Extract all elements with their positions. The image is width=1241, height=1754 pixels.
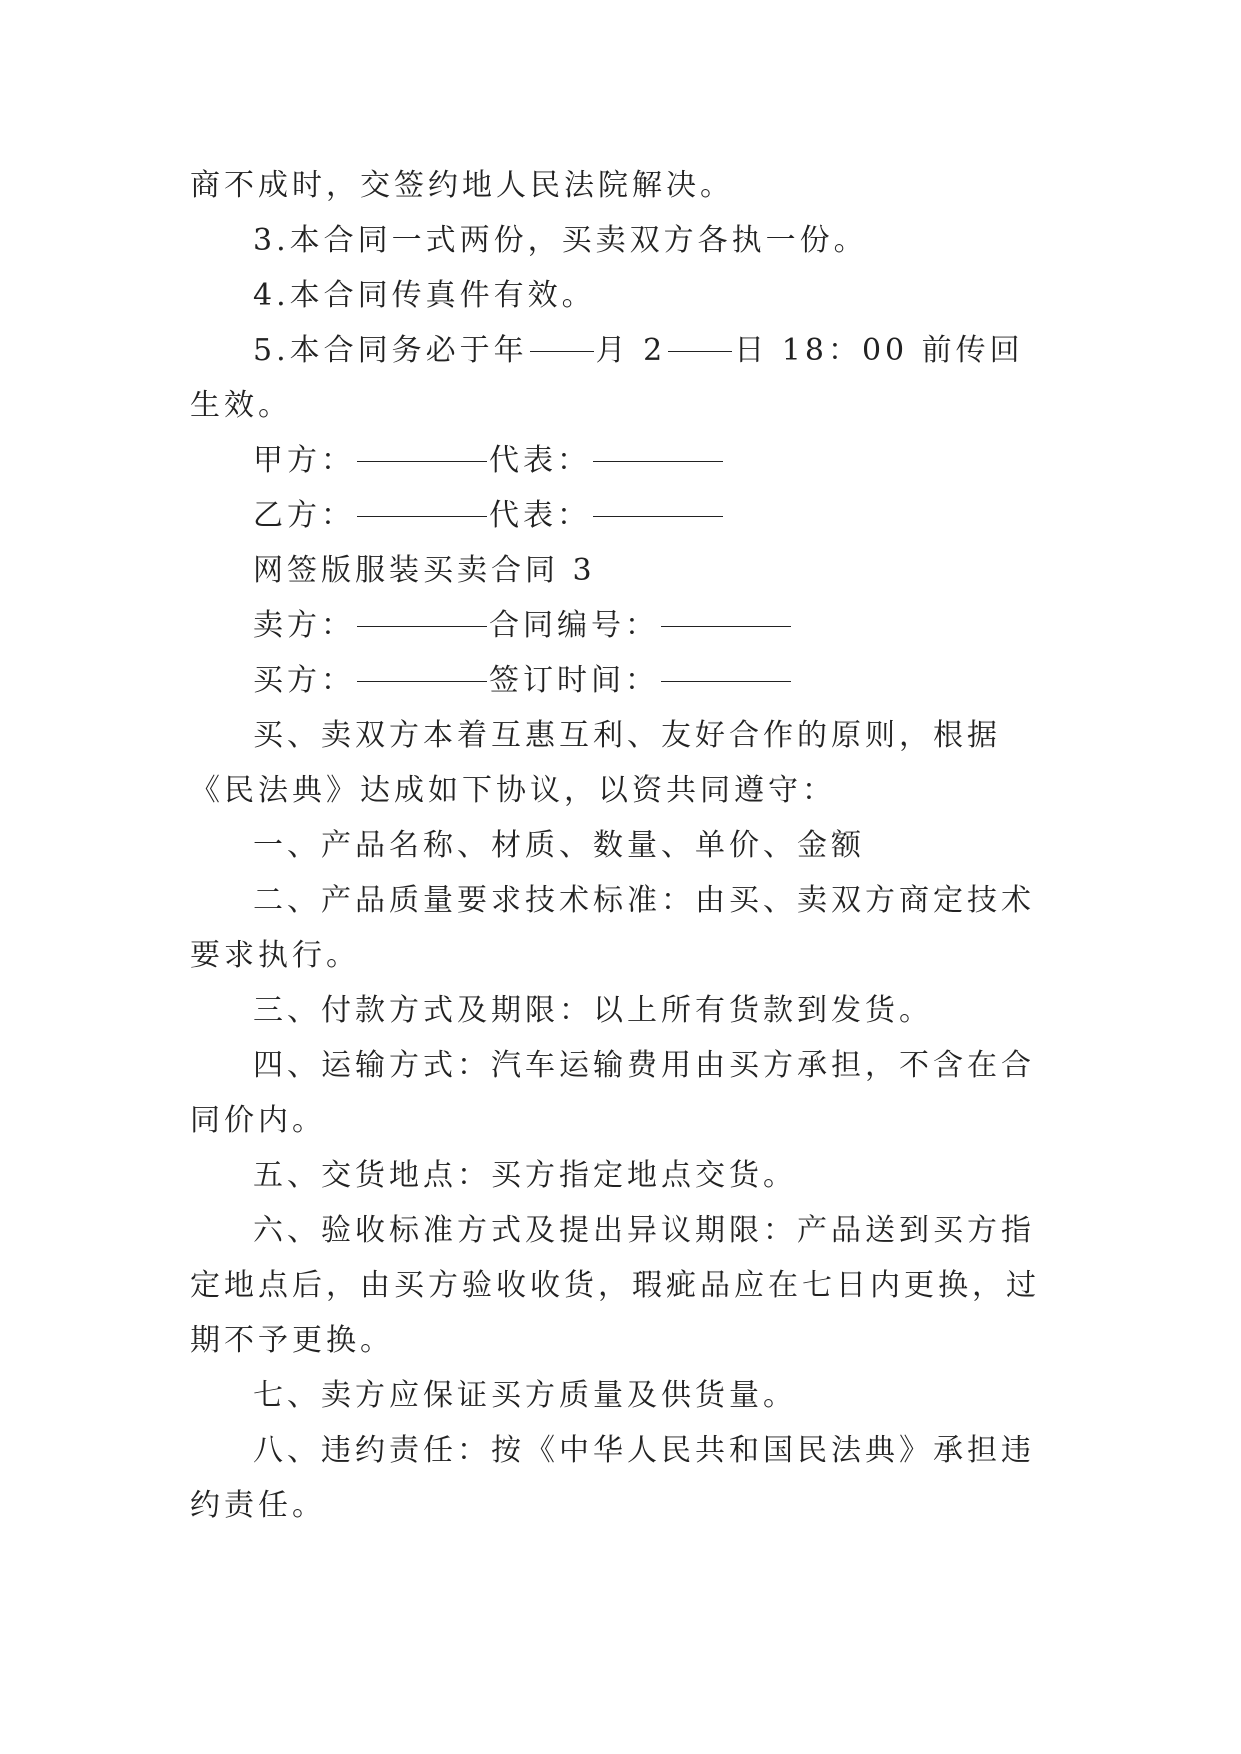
clause-5-part3: 日 18：00 前传回生效。 (190, 333, 1024, 423)
item-5: 五、交货地点：买方指定地点交货。 (253, 1158, 797, 1193)
item-7: 七、卖方应保证买方质量及供货量。 (253, 1378, 797, 1413)
month-blank (530, 350, 594, 352)
clause-3: 3.本合同一式两份，买卖双方各执一份。 (253, 223, 868, 258)
contract-number-label: 合同编号： (489, 608, 659, 643)
item-1: 一、产品名称、材质、数量、单价、金额 (253, 828, 865, 863)
party-a-line (190, 433, 1054, 488)
buyer-blank (357, 680, 487, 682)
signing-time-blank (661, 680, 791, 682)
seller-blank (357, 625, 487, 627)
party-a-rep-blank (593, 460, 723, 462)
buyer-line (190, 653, 1054, 708)
item-6: 六、验收标准方式及提出异议期限：产品送到买方指定地点后，由买方验收收货，瑕疵品应在七日内更换，过期不予更换。 (190, 1213, 1040, 1358)
item-2: 二、产品质量要求技术标准：由买、卖双方商定技术要求执行。 (190, 883, 1035, 973)
clause-5 (190, 323, 1054, 433)
contract-number-blank (661, 625, 791, 627)
clause-5-part2: 月 2 (595, 333, 667, 368)
item-8: 八、违约责任：按《中华人民共和国民法典》承担违约责任。 (190, 1433, 1035, 1523)
clause-4: 4.本合同传真件有效。 (253, 278, 596, 313)
party-b-blank (357, 515, 487, 517)
item-4: 四、运输方式：汽车运输费用由买方承担，不含在合同价内。 (190, 1048, 1035, 1138)
buyer-label: 买方： (253, 663, 355, 698)
seller-label: 卖方： (253, 608, 355, 643)
seller-line (190, 598, 1054, 653)
party-a-label: 甲方： (253, 443, 355, 478)
contract-3-title: 网签版服装买卖合同 3 (253, 553, 596, 588)
clause-5-part1: 5.本合同务必于年 (253, 333, 528, 368)
item-3: 三、付款方式及期限：以上所有货款到发货。 (253, 993, 933, 1028)
party-a-rep-label: 代表： (489, 443, 591, 478)
party-b-rep-label: 代表： (489, 498, 591, 533)
document-body (190, 158, 1054, 1533)
party-b-rep-blank (593, 515, 723, 517)
day-blank (668, 350, 732, 352)
signing-time-label: 签订时间： (489, 663, 659, 698)
intro-paragraph: 买、卖双方本着互惠互利、友好合作的原则，根据《民法典》达成如下协议，以资共同遵守： (190, 718, 1001, 808)
party-b-label: 乙方： (253, 498, 355, 533)
paragraph-continuation: 商不成时，交签约地人民法院解决。 (190, 168, 734, 203)
party-b-line (190, 488, 1054, 543)
party-a-blank (357, 460, 487, 462)
